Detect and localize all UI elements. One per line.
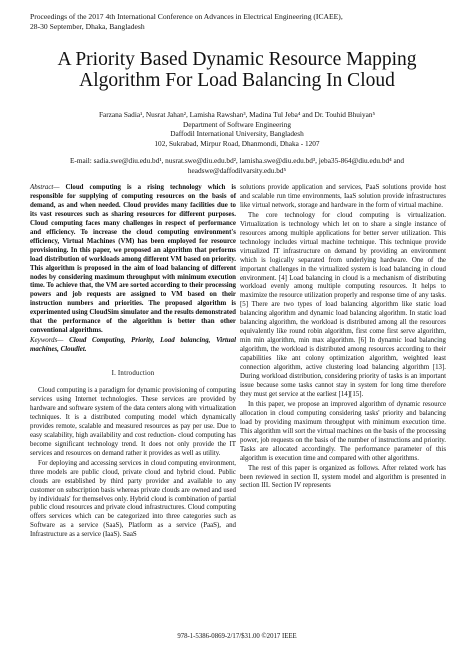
intro-paragraph-2: For deploying and accessing services in cloud computing environment, three models are public cloud, private cloud and hybrid cloud. Public clouds are established by third party provider and available to any customer on subscription basis whereas private clouds are owned and used by individuals' for themselves only. Hybrid cloud is combination of partial public cloud resources and private cloud infrastructures. Cloud computing offers services which can be categorized into three categories such as Software as a service (SaaS), Platform as a service (PaaS), and Infrastructure as a service (IaaS). SaaS (30, 459, 236, 539)
author-names: Farzana Sadia¹, Nusrat Jahan², Lamisha Rawshan³, Madina Tul Jeba⁴ and Dr. Touhid Bhuiyan⁵ (98, 110, 376, 119)
author-email-line-2: headswe@daffodilvarsity.edu.bd⁵ (187, 165, 287, 175)
author-department: Department of Software Engineering (183, 119, 291, 129)
author-address: 102, Sukrabad, Mirpur Road, Dhanmondi, Dhaka - 1207 (154, 138, 320, 148)
title-line-1: A Priority Based Dynamic Resource Mapping (57, 49, 417, 70)
proceedings-line-2: 28-30 September, Dhaka, Bangladesh (30, 22, 145, 31)
abstract (30, 184, 236, 355)
proceedings-line-1: Proceedings of the 2017 4th International Conference on Advances in Electrical Engineering (ICAEE), (30, 12, 343, 21)
author-email-line-1: E-mail: sadia.swe@diu.edu.bd¹, nusrat.swe@diu.edu.bd², lamisha.swe@diu.edu.bd³, jeba35-864@diu.edu.bd⁴ and (69, 156, 405, 166)
author-university: Daffodil International University, Bangladesh (170, 129, 304, 139)
right-paragraph-1: solutions provide application and services, PaaS solutions provide host and scalable run time environments, IaaS solution provide infrastructures like virtual network, storage and hardware in the form of virtual machine. (240, 184, 446, 209)
copyright-footer: 978-1-5386-0869-2/17/$31.00 ©2017 IEEE (177, 633, 297, 640)
abstract-text: Cloud computing is a rising technology which is responsible for supplying of computing resources on the basis of demand, as and when needed. Cloud provides many facilities due to its vast resources such as sharing resources for different purposes. Cloud computing faces many challenges in respect of performance and efficiency. To increase the cloud computing environment's efficiency, Virtual Machines (VM) has been employed for resource provisioning. In this paper, we proposed an algorithm that performs load distribution of workloads among different VM based on priority. This algorithm is proposed in the aim of load balancing of different nodes by considering maximum throughput with minimum execution time. To achieve that, the VM are sorted according to their processing powers and job requests are assigned to VM based on their instruction numbers and priorities. The proposed algorithm is experimented using CloudSim simulator and the results demonstrated that the performance of the algorithm is better than other conventional algorithms. (30, 184, 236, 335)
abstract-label: Abstract— (30, 184, 60, 191)
keywords-label: Keywords— (30, 337, 64, 345)
author-block (0, 110, 474, 176)
keywords-text: Cloud Computing, Priority, Load balancing, Virtual machines, Cloudlet. (30, 337, 236, 354)
proceedings-header (30, 12, 450, 32)
right-paragraph-3: In this paper, we propose an improved algorithm of dynamic resource allocation in cloud computing considering tasks' priority and balancing load by providing maximum throughput with minimum execution time. This algorithm will sort the virtual machines on the basis of the processing power, job requests on the basis of the number of instructions and priority. Tasks are allocated accordingly. The performance parameter of this algorithm is execution time and compared with other algorithms. (240, 400, 446, 462)
right-paragraph-4: The rest of this paper is organized as follows. After related work has been reviewed in section II, system model and algorithm is presented in section III. Section IV represents (240, 464, 446, 490)
left-column (30, 184, 236, 540)
paper-title (0, 49, 474, 91)
title-line-2: Algorithm For Load Balancing In Cloud (79, 70, 395, 91)
right-column (240, 184, 446, 491)
right-paragraph-2: The core technology for cloud computing is virtualization. Virtualization is technology which let on to share a single instance of resources among multiple applications for better server utilization. This technology includes virtual machine technique. This technique provide virtualized IT infrastructure on demand by providing an environment which is logically separated from underlying hardware. One of the important challenges in the virtualized system is load balancing in cloud environment. [4] Load balancing in cloud is a mechanism of distributing workload evenly among multiple computing resources. It helps to maximize the resource utilization properly and response time of any tasks. [5] There are two types of load balancing algorithm like static load balancing algorithm and dynamic load balancing algorithm. In static load balancing algorithm, the workload is distributed among all the resources equivalently like round robin algorithm, first come first serve algorithm, min min algorithm, min max algorithm. [6] In dynamic load balancing algorithm, the workload is distributed among resources according to their capabilities like ant colony optimization algorithm, weighted least connection algorithm, active clustering load balancing algorithm [13]. During workload distribution, considering priority of tasks is an important issue because some tasks cannot stay in system for long time therefore they must get service at the earliest [14][15]. (240, 211, 446, 398)
section-heading-introduction: I. Introduction (111, 370, 155, 378)
intro-paragraph-1: Cloud computing is a paradigm for dynamic provisioning of computing services using Internet technologies. These services are provided by hardware and software system of the data centers along with virtualization techniques. It is a distributed computing model which dynamically provides remote, scalable and measured resources as pay per use. Due to easy scalability, high availability and cost reduction- cloud computing has become significant technology trend. It does not only provide the IT services and resources on demand rather it provides as well as utility. (30, 387, 236, 457)
